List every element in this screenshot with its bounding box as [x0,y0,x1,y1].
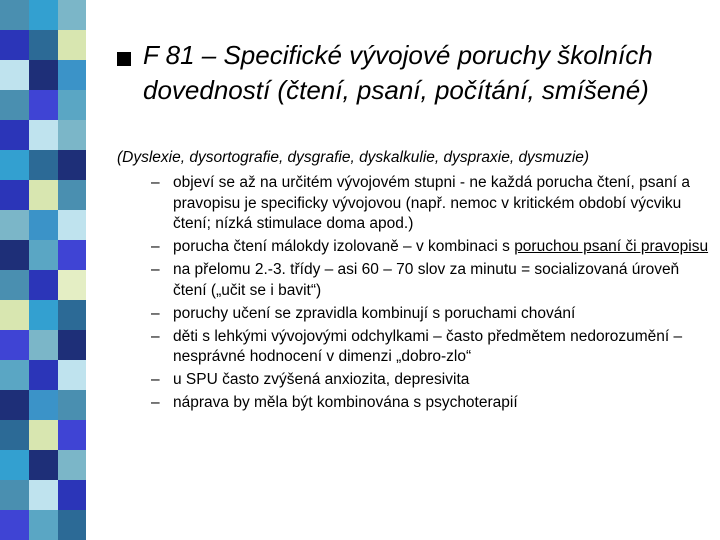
underlined-text: poruchou psaní či pravopisu [514,238,709,255]
list-item-text: porucha čtení málokdy izolovaně – v kombinaci s [173,238,515,255]
list-item [151,370,717,391]
dash-bullet: – [151,238,160,255]
list-item-text: poruchy učení se zpravidla kombinují s poruchami chování [173,304,576,322]
title-square-bullet-icon [117,52,131,66]
dash-bullet: – [151,261,160,278]
list-item-text: náprava by měla být kombinována s psychoterapií [173,394,518,411]
list-item-text: u SPU často zvýšená anxiozita, depresivita [173,371,470,388]
dash-bullet: – [151,174,160,191]
dash-bullet: – [151,327,160,345]
dash-bullet: – [151,394,160,411]
list-item-text: objeví se až na určitém vývojovém stupni - ne každá porucha čtení, psaní a pravopisu je specificky vývojovou (např. nemoc v kritickém období výcviku čtení; nízká stimulace doma apod.) [173,174,690,232]
list-item-text: děti s lehkými vývojovými odchylkami – často předmětem nedorozumění – nesprávné hodnocení v dimenzi „dobro-zlo“ [173,327,683,365]
slide-title: F 81 – Specifické vývojové poruchy školních dovedností (čtení, psaní, počítání, smíšené) [143,40,653,105]
slide-subtitle: (Dyslexie, dysortografie, dysgrafie, dyskalkulie, dyspraxie, dysmuzie) [117,149,590,166]
list-item [151,327,717,368]
list-item [151,260,717,301]
dash-bullet: – [151,304,160,322]
list-item [151,304,717,325]
bullet-list [151,173,717,416]
dash-bullet: – [151,371,160,388]
list-item-text: na přelomu 2.-3. třídy – asi 60 – 70 slov za minutu = socializovaná úroveň čtení („učit se i bavit“) [173,261,680,299]
list-item [151,393,717,414]
list-item [151,173,717,235]
list-item [151,237,717,258]
